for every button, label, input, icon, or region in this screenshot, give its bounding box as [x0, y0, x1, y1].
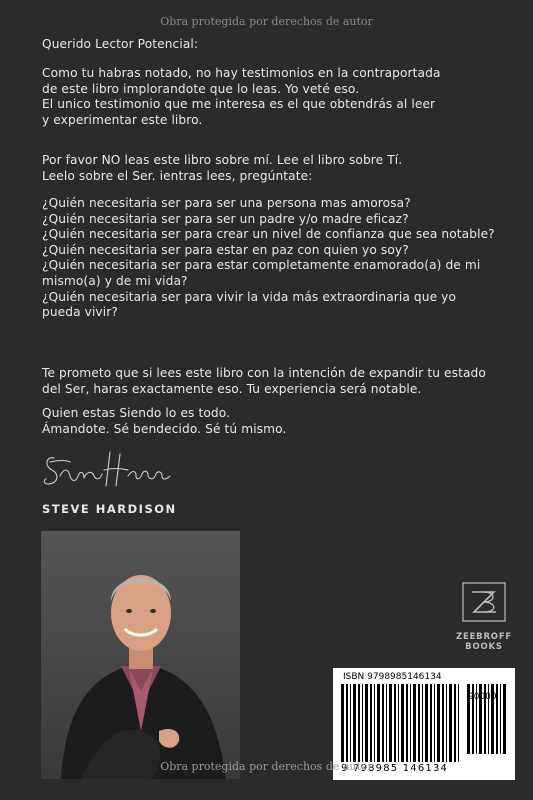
letter-paragraph-2 — [42, 153, 512, 184]
author-portrait-illustration — [41, 531, 240, 779]
publisher-name-line1: ZEEBROFF — [456, 632, 513, 642]
letter-paragraph-3 — [42, 366, 512, 397]
paragraph-3-text: Te prometo que si lees este libro con la intención de expandir tu estado del Ser, haras exactamente eso. Tu experiencia será notable. — [42, 366, 486, 396]
author-name: STEVE HARDISON — [42, 502, 177, 516]
publisher-logo-icon — [462, 582, 506, 622]
paragraph-2-text: Por favor NO leas este libro sobre mí. Lee el libro sobre Tí. Leelo sobre el Ser. ientras lees, pregúntate: — [42, 153, 403, 183]
barcode-digits: 9 798985 146134 — [341, 763, 449, 774]
letter-greeting — [42, 37, 512, 53]
paragraph-1-text: Como tu habras notado, no hay testimonios en la contraportada de este libro implorandote que lo leas. Yo veté eso. El unico testimonio que me interesa es el que obtendrás al leer y experimentar este libro. — [42, 66, 441, 127]
publisher-name-line2: BOOKS — [465, 642, 503, 652]
letter-paragraph-1 — [42, 66, 512, 128]
barcode-price-code: 90000 — [468, 692, 497, 702]
letter-closing — [42, 406, 512, 437]
questions-text: ¿Quién necesitaria ser para ser una persona mas amorosa? ¿Quién necesitaria ser para ser un padre y/o madre eficaz? ¿Quién necesitaria ser para crear un nivel de confianza que sea notable? ¿Quién necesitaria ser para estar en paz con quien yo soy? ¿Quién necesitaria ser para estar completamente enamorado(a) de mi mismo(a) y de mi vida? ¿Quién necesitaria ser para vivir la vida más extraordinaria que yo pueda vivir? — [42, 196, 495, 320]
copyright-watermark-bottom: Obra protegida por derechos de autor — [160, 760, 373, 773]
isbn-label: ISBN 9798985146134 — [343, 672, 442, 682]
author-photo — [41, 531, 240, 779]
author-signature — [40, 446, 175, 496]
greeting-text: Querido Lector Potencial: — [42, 37, 199, 51]
publisher-brand — [456, 582, 512, 652]
copyright-watermark-top: Obra protegida por derechos de autor — [160, 15, 373, 28]
closing-text: Quien estas Siendo lo es todo. Ámandote. Sé bendecido. Sé tú mismo. — [42, 406, 287, 436]
letter-questions — [42, 196, 512, 321]
